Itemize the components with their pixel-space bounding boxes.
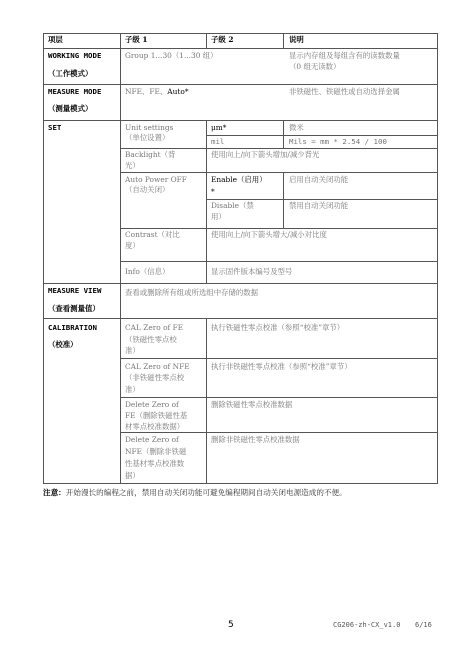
note-text: 开始漫长的编程之前，禁用自动关闭功能可避免编程期间自动关闭电源造成的不便。 [65,488,347,497]
disable-option-cn: 用） [211,212,226,221]
working-desc-1: 显示内存组及每组含有的读数数量 [289,51,400,60]
doc-code: CG206-zh-CX_v1.0 [333,621,401,629]
backlight-desc: 使用向上/向下箭头增加/减少背光 [211,150,320,159]
contrast: Contrast（对比 [125,230,180,239]
delete-zero-fe-cn-2: 材零点校准数据） [125,422,185,431]
enable-desc: 启用自动关闭功能 [289,175,349,184]
backlight-cn: 光） [125,161,140,170]
header-desc: 说明 [289,35,304,44]
cal-zero-nfe: CAL Zero of NFE [125,362,190,371]
calibration-subtitle: （校准） [48,340,78,349]
working-mode-subtitle: （工作模式） [48,69,93,78]
page-count: 6/16 [415,621,432,629]
contrast-cn: 度） [125,241,140,250]
working-desc-2: （0 组无读数） [289,62,341,71]
cal-zero-nfe-cn-2: 准） [125,385,140,394]
cal-zero-nfe-desc: 执行非铁磁性零点校准（参照“校准”章节） [211,362,352,371]
header-sub1: 子级 1 [125,35,148,44]
delete-zero-fe-cn: FE（删除铁磁性基 [125,411,188,420]
delete-zero-fe-desc: 删除铁磁性零点校准数据 [211,400,293,409]
auto-power-off-cn: （自动关闭） [125,185,170,194]
enable-default-mark: * [211,187,215,196]
measure-modes: NFE、FE、Auto* [125,87,189,96]
backlight: Backlight（背 [125,150,176,159]
note [43,487,347,499]
delete-zero-fe: Delete Zero of [125,400,179,409]
delete-zero-nfe-desc: 删除非铁磁性零点校准数据 [211,435,300,444]
unit-um: μm* [211,123,227,132]
measure-desc: 非铁磁性、铁磁性或自动选择金属 [289,87,400,96]
auto-power-off: Auto Power OFF [125,175,187,184]
delete-zero-nfe-cn-2: 性基材零点校准数 [125,459,185,468]
info: Info（信息） [125,267,170,276]
unit-mil-desc: Mils = mm * 2.54 / 100 [289,137,387,146]
unit-um-desc: 微米 [289,123,304,132]
header-level: 项层 [48,35,63,44]
page-number: 5 [228,620,234,630]
note-label: 注意： [43,488,66,497]
measure-view-desc: 查看或删除所有组或所选组中存储的数据 [125,288,259,297]
measure-mode-subtitle: （测量模式） [48,104,93,113]
delete-zero-nfe-cn-3: 据） [125,471,140,480]
set-title: SET [48,123,62,132]
unit-settings-cn: （单位设置） [125,133,170,142]
cal-zero-fe-cn: （铁磁性零点校 [125,335,177,344]
unit-settings: Unit settings [125,123,174,132]
measure-view-subtitle: （查看测量值） [48,304,100,313]
working-mode-title: WORKING MODE [48,51,102,60]
unit-mil: mil [211,137,225,146]
delete-zero-nfe-cn: NFE（删除非铁磁 [125,447,187,456]
info-desc: 显示固件版本编号及型号 [211,267,293,276]
disable-desc: 禁用自动关闭功能 [289,201,349,210]
measure-view-title: MEASURE VIEW [48,286,102,295]
header-sub2: 子级 2 [211,35,234,44]
disable-option: Disable（禁 [211,201,254,210]
cal-zero-fe-desc: 执行铁磁性零点校准（参照“校准”章节） [211,323,345,332]
contrast-desc: 使用向上/向下箭头增大/减小对比度 [211,230,327,239]
cal-zero-nfe-cn: （非铁磁性零点校 [125,373,185,382]
enable-option: Enable（启用） [211,175,267,184]
delete-zero-nfe: Delete Zero of [125,435,179,444]
working-group: Group 1...30（1...30 组） [125,51,218,60]
cal-zero-fe: CAL Zero of FE [125,323,184,332]
calibration-title: CALIBRATION [48,323,97,332]
measure-mode-title: MEASURE MODE [48,87,102,96]
cal-zero-fe-cn-2: 准） [125,346,140,355]
